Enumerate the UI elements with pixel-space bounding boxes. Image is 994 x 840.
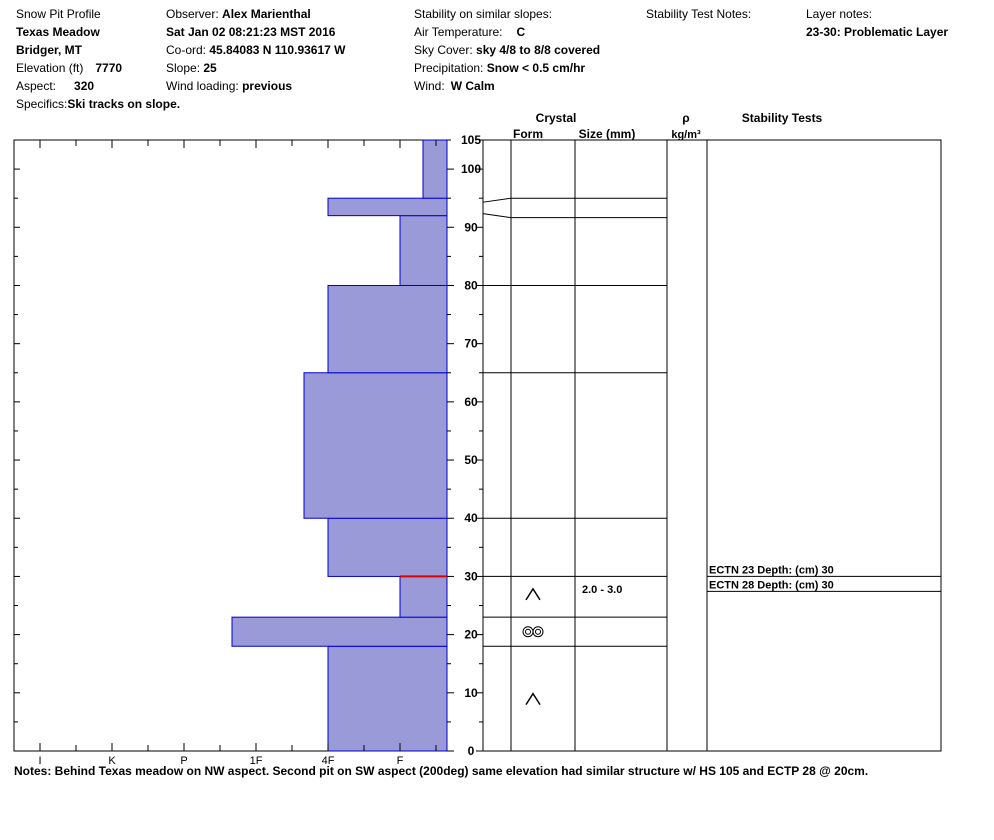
- precipitation-value: Snow < 0.5 cm/hr: [486, 61, 586, 75]
- hardness-bar: [423, 140, 447, 198]
- stability-test-notes-label: Stability Test Notes:: [646, 7, 752, 21]
- form-header: Form: [513, 127, 543, 141]
- y-tick-label: 0: [467, 744, 475, 758]
- y-tick-label: 100: [460, 162, 482, 177]
- stability-tests-header: Stability Tests: [741, 111, 823, 125]
- facet-ring: [533, 627, 543, 637]
- hardness-bar: [400, 576, 447, 617]
- rounding-facets-icon: [523, 627, 543, 637]
- wind-label: Wind:: [414, 79, 445, 93]
- elevation-label: Elevation (ft): [16, 61, 84, 75]
- stability-test-label: ECTN 23 Depth: (cm) 30: [709, 564, 834, 577]
- x-tick-label: P: [180, 755, 188, 767]
- facet-ring: [523, 627, 533, 637]
- y-tick-label: 10: [464, 685, 478, 700]
- layer-notes-value: 23-30: Problematic Layer: [806, 25, 949, 39]
- wind-loading-value: previous: [242, 79, 293, 93]
- specifics-label: Specifics:: [16, 97, 68, 111]
- elevation-value: 7770: [95, 61, 123, 75]
- y-tick-label: 60: [464, 394, 478, 409]
- coord-label: Co-ord:: [166, 43, 207, 57]
- stability-test-list: [707, 564, 941, 591]
- layer-notes-label: Layer notes:: [806, 7, 873, 21]
- x-tick-label: I: [38, 755, 42, 767]
- size-header: Size (mm): [578, 127, 636, 141]
- air-temp-value: C: [516, 25, 526, 39]
- slope-value: 25: [203, 61, 217, 75]
- coord-value: 45.84083 N 110.93617 W: [209, 43, 346, 57]
- stability-similar-label: Stability on similar slopes:: [414, 7, 553, 21]
- hardness-bars: [232, 140, 447, 751]
- sky-cover-value: sky 4/8 to 8/8 covered: [476, 43, 601, 57]
- specifics-value: Ski tracks on slope.: [67, 97, 181, 111]
- hardness-bar: [328, 518, 447, 576]
- region: Bridger, MT: [16, 43, 83, 57]
- hardness-bar: [232, 617, 447, 646]
- hardness-bar: [328, 285, 447, 372]
- wind-value: W Calm: [450, 79, 495, 93]
- datetime: Sat Jan 02 08:21:23 MST 2016: [166, 25, 336, 39]
- y-tick-label: 30: [464, 569, 478, 584]
- y-tick-label: 70: [464, 336, 478, 351]
- crystal-header: Crystal: [535, 111, 577, 125]
- y-tick-label: 50: [464, 453, 478, 468]
- wind-loading-label: Wind loading:: [166, 79, 239, 93]
- observer-value: Alex Marienthal: [222, 7, 311, 21]
- facet-ring: [526, 629, 531, 634]
- location: Texas Meadow: [16, 25, 100, 39]
- x-tick-label: 4F: [321, 755, 335, 767]
- crystal-layers: [523, 584, 622, 705]
- density-unit-header: kg/m³: [671, 129, 701, 141]
- y-tick-label: 90: [464, 220, 478, 235]
- profile-title: Snow Pit Profile: [16, 7, 101, 21]
- y-tick-label: 20: [464, 627, 478, 642]
- depth-hoar-icon: [526, 589, 540, 600]
- y-tick-label: 40: [464, 511, 478, 526]
- x-tick-label: F: [396, 755, 404, 767]
- precipitation-label: Precipitation:: [414, 61, 484, 75]
- air-temp-label: Air Temperature:: [414, 25, 503, 39]
- facet-ring: [536, 629, 541, 634]
- hardness-bar: [328, 198, 447, 215]
- y-tick-label: 80: [464, 278, 478, 293]
- pit-notes: Notes: Behind Texas meadow on NW aspect. Second pit on SW aspect (200deg) same elevation had similar structure w/ HS 105 and ECTP 28 @ 20cm.: [14, 764, 869, 778]
- depth-hoar-icon: [526, 694, 540, 705]
- hardness-bar: [328, 646, 447, 751]
- y-tick-label: 105: [460, 133, 482, 147]
- aspect-label: Aspect:: [16, 79, 57, 93]
- density-symbol-header: ρ: [682, 111, 690, 125]
- observer-label: Observer:: [166, 7, 219, 21]
- stability-test-label: ECTN 28 Depth: (cm) 30: [709, 579, 834, 592]
- slope-label: Slope:: [166, 61, 201, 75]
- profile-table-frame: [483, 140, 941, 751]
- aspect-value: 320: [74, 79, 95, 93]
- crystal-size-label: 2.0 - 3.0: [582, 583, 623, 596]
- sky-cover-label: Sky Cover:: [414, 43, 473, 57]
- hardness-bar: [304, 373, 447, 518]
- x-tick-label: 1F: [249, 755, 263, 767]
- x-tick-label: K: [108, 755, 116, 767]
- hardness-bar: [400, 216, 447, 286]
